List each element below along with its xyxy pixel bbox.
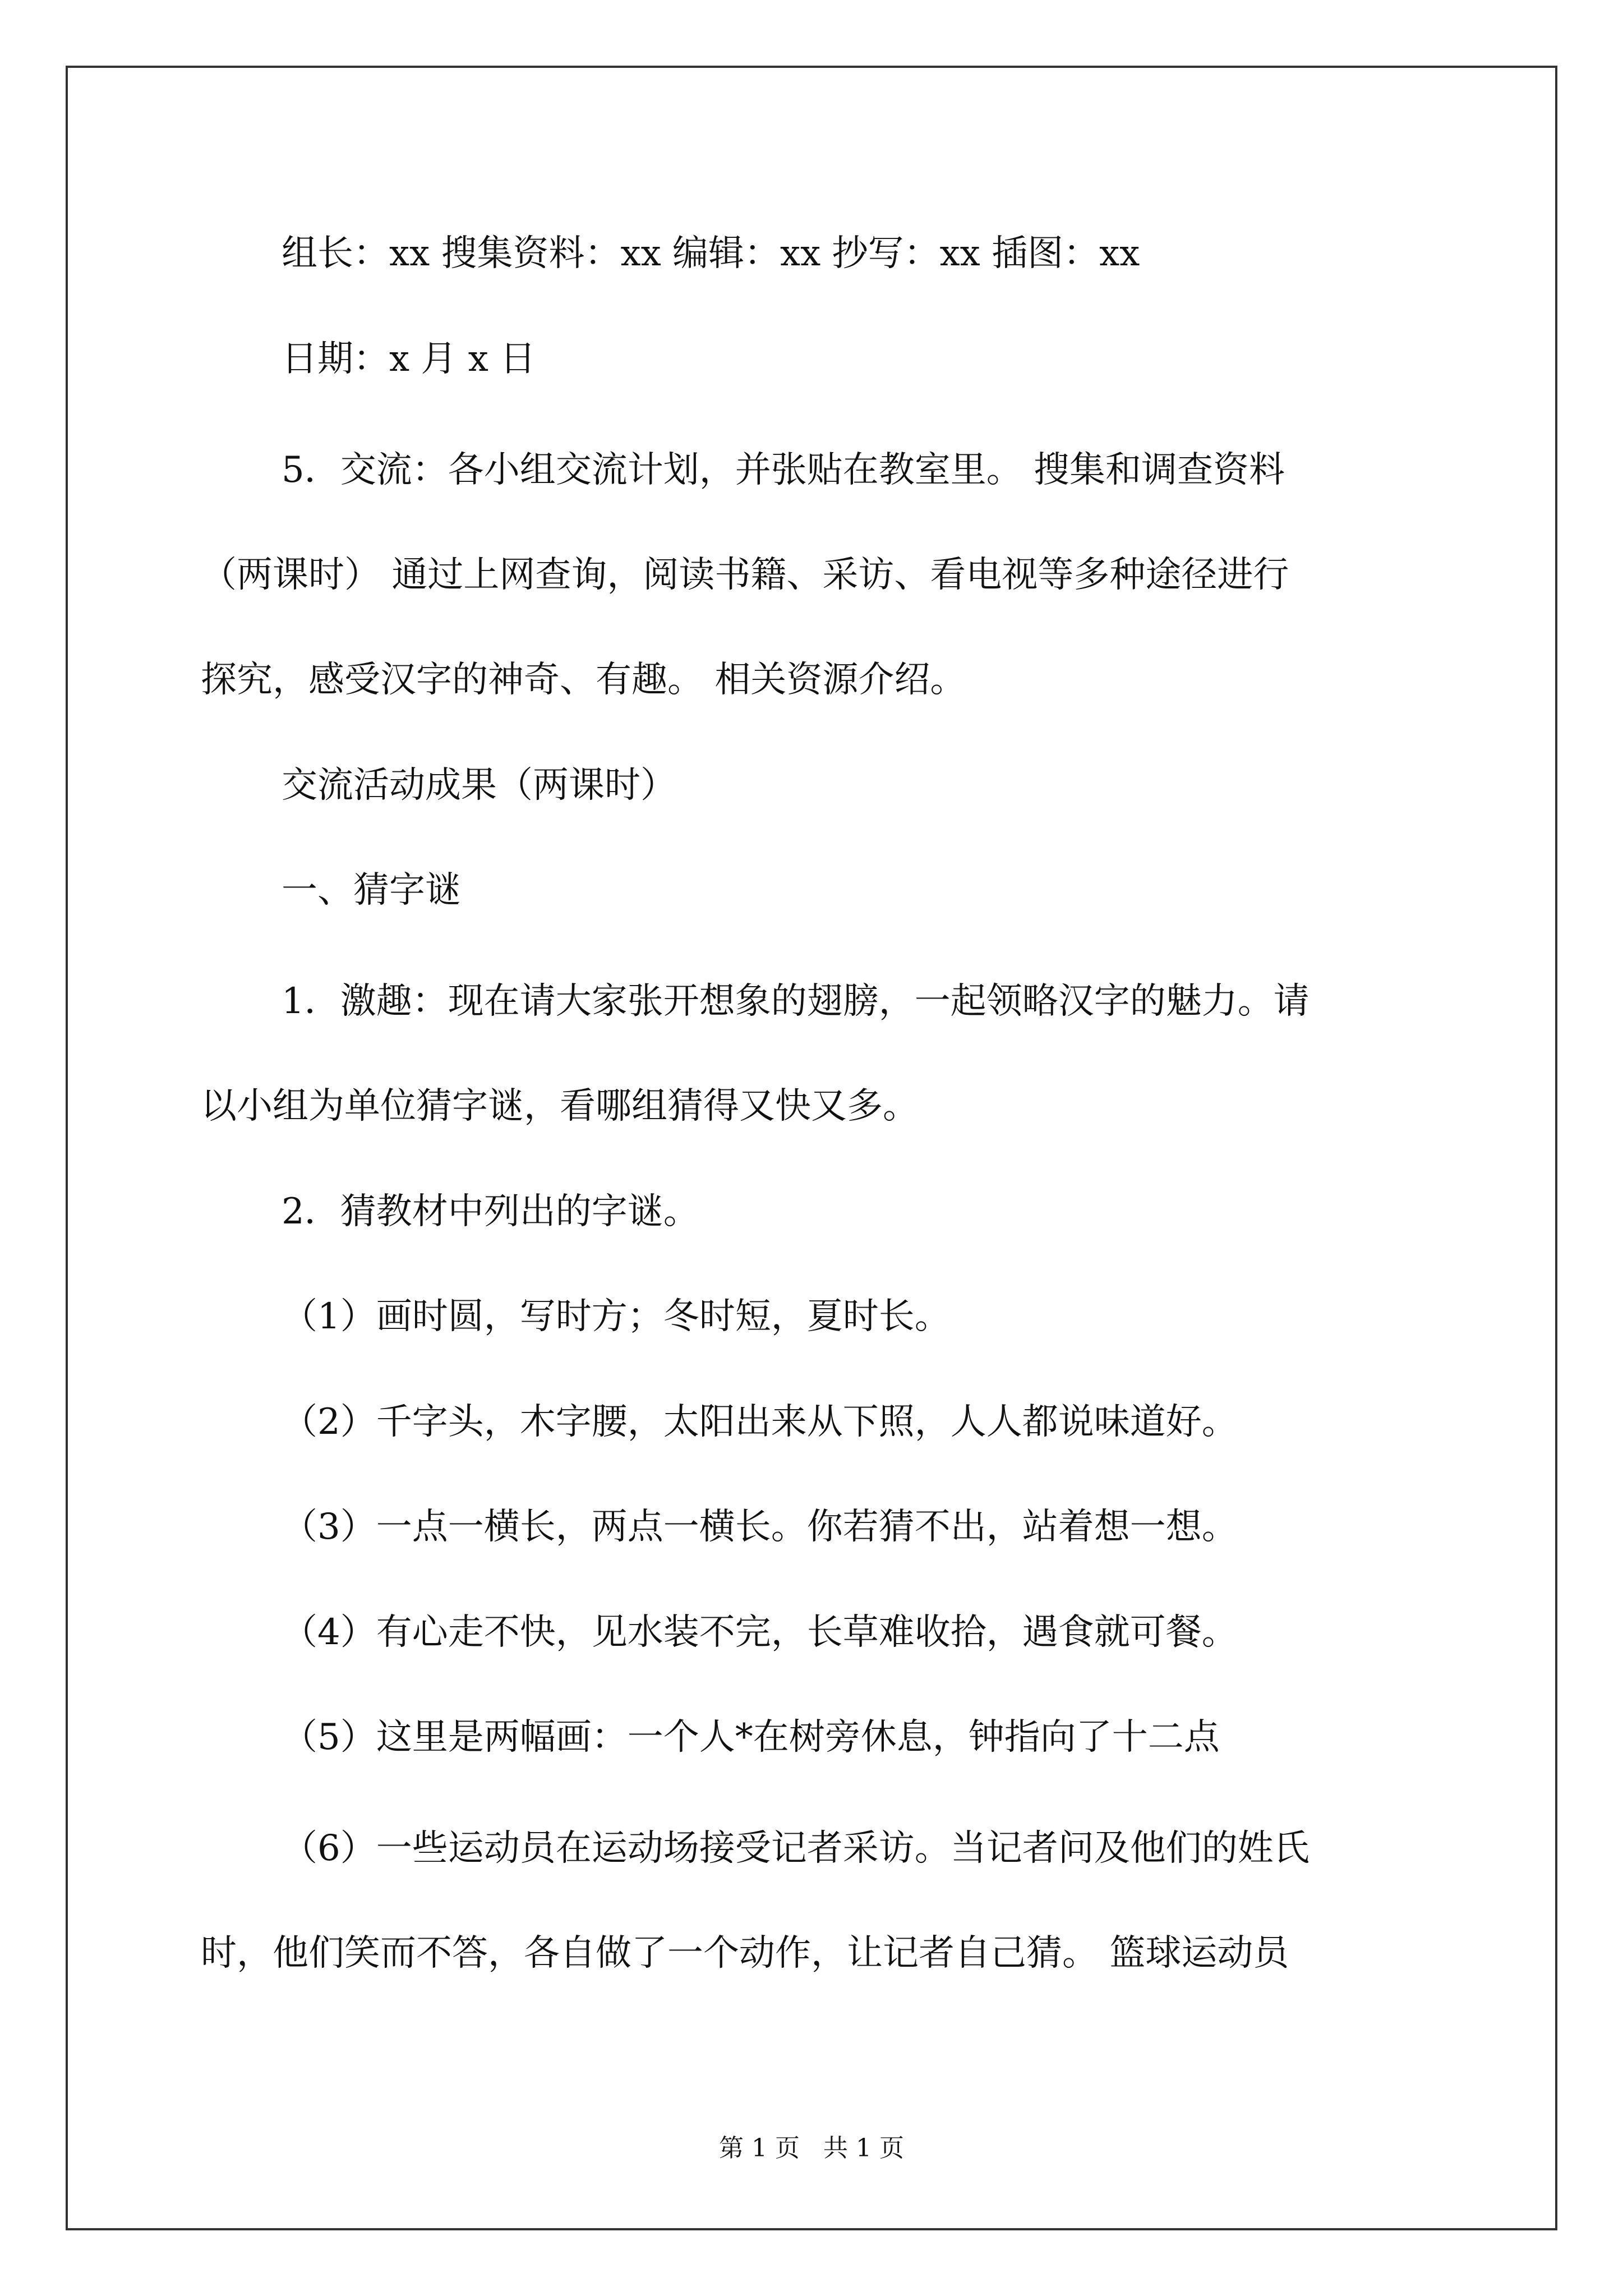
paragraph-exchange-line-3: 探究，感受汉字的神奇、有趣。 相关资源介绍。 (201, 659, 966, 701)
section-heading-results: 交流活动成果（两课时） (282, 765, 676, 806)
paragraph-motivate-line-1: 1．激趣：现在请大家张开想象的翅膀，一起领略汉字的魅力。请 (282, 981, 1310, 1022)
paragraph-motivate-line-2: 以小组为单位猜字谜，看哪组猜得又快又多。 (201, 1085, 919, 1127)
riddle-item-6-line-2: 时，他们笑而不答，各自做了一个动作，让记者自己猜。 篮球运动员 (201, 1932, 1289, 1974)
section-heading-riddles: 一、猜字谜 (282, 869, 461, 911)
riddle-item-3: （3）一点一横长，两点一横长。你若猜不出，站着想一想。 (282, 1506, 1238, 1548)
paragraph-group-roles: 组长：xx 搜集资料：xx 编辑：xx 抄写：xx 插图：xx (282, 233, 1140, 274)
paragraph-exchange-line-1: 5．交流：各小组交流计划，并张贴在教室里。 搜集和调查资料 (282, 449, 1285, 491)
riddle-item-6-line-1: （6）一些运动员在运动场接受记者采访。当记者问及他们的姓氏 (282, 1828, 1310, 1869)
paragraph-date: 日期：x 月 x 日 (282, 338, 536, 380)
riddle-item-1: （1）画时圆，写时方；冬时短，夏时长。 (282, 1296, 951, 1337)
paragraph-exchange-line-2: （两课时） 通过上网查询，阅读书籍、采访、看电视等多种途径进行 (201, 554, 1289, 596)
riddle-item-5: （5）这里是两幅画：一个人*在树旁休息，钟指向了十二点 (282, 1717, 1220, 1758)
riddle-item-2: （2）千字头，木字腰，太阳出来从下照，人人都说味道好。 (282, 1401, 1238, 1443)
paragraph-textbook-riddles: 2．猜教材中列出的字谜。 (282, 1191, 699, 1232)
page-footer: 第 1 页 共 1 页 (719, 2134, 904, 2162)
riddle-item-4: （4）有心走不快，见水装不完，长草难收拾，遇食就可餐。 (282, 1612, 1238, 1653)
